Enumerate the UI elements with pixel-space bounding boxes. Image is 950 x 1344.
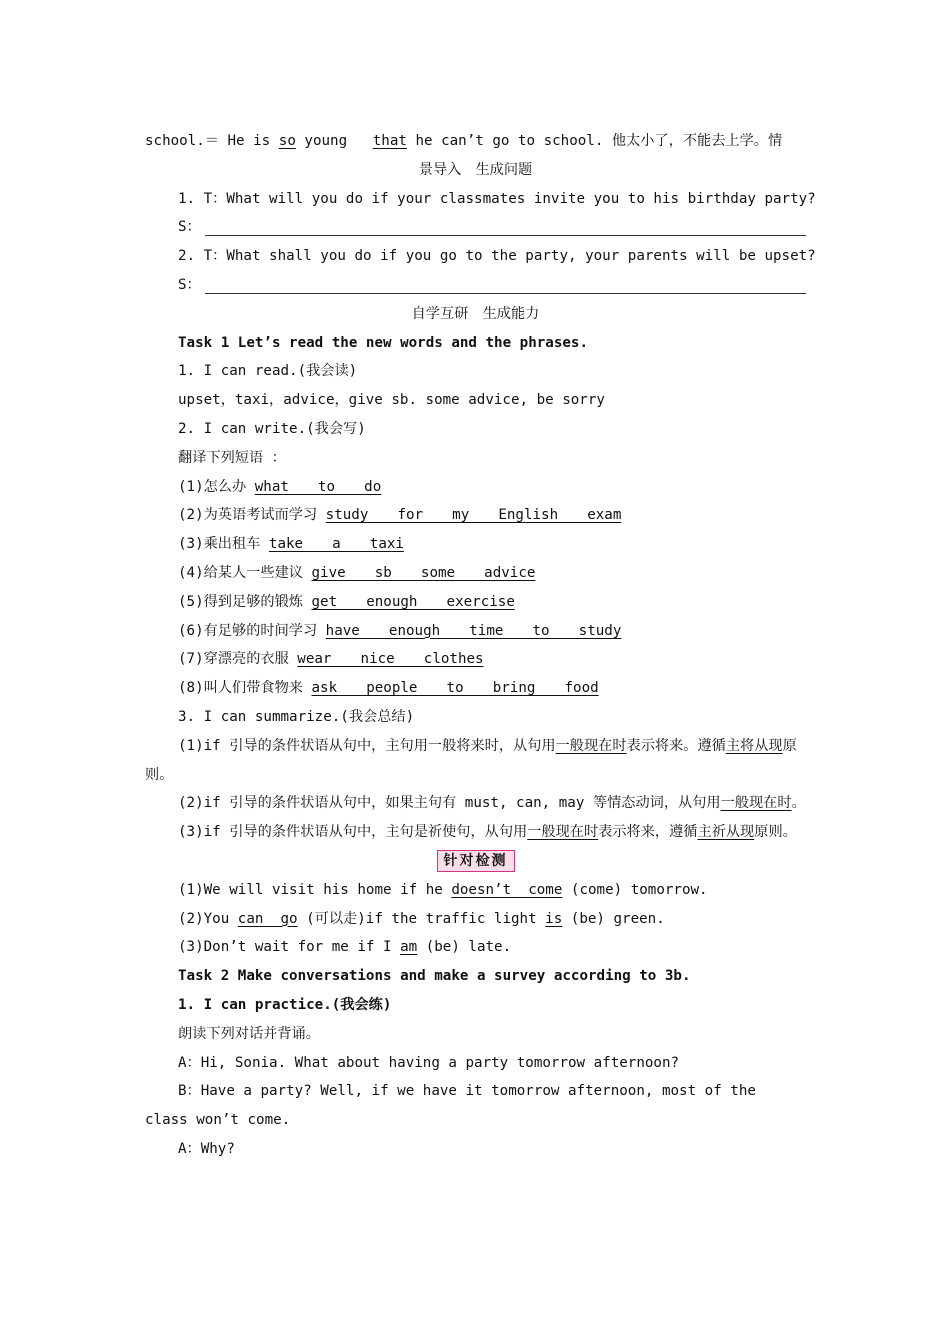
text: B：Have a party? Well, if we have it tomorrow afternoon, most of the class won’t come.: [145, 1083, 756, 1129]
phrase-item: [145, 674, 806, 703]
phrase-item: [145, 559, 806, 588]
speaker-label: S：: [178, 219, 201, 236]
phrase-item: [145, 501, 806, 530]
section-heading: 景导入 生成问题: [418, 161, 533, 178]
section-heading: 自学互研 生成能力: [411, 305, 540, 322]
phrase-cn: (3)乘出租车: [178, 536, 269, 553]
question-2: 2. T：What shall you do if you go to the party, your parents will be upset?: [178, 248, 816, 265]
answer: 一般现在时: [555, 737, 627, 754]
phrase-item: [145, 530, 806, 559]
text: (be) green.: [562, 910, 665, 927]
rule-3: [145, 818, 806, 847]
answer-line-2: [145, 271, 806, 300]
answer: 主祈从现: [697, 824, 755, 841]
question-1: 1. T：What will you do if your classmates invite you to his birthday party?: [178, 190, 816, 207]
answer-line-1: [145, 213, 806, 242]
speaker-label: S：: [178, 276, 201, 293]
text: 表示将来。遵循: [626, 737, 726, 754]
answer-blank: that: [372, 133, 407, 149]
phrase-answer: have enough time to study: [325, 622, 622, 639]
phrase-item: [145, 617, 806, 646]
answer: 一般现在时: [720, 795, 792, 812]
translate-prompt: 翻译下列短语 ：: [178, 449, 286, 466]
dialog-line: A：Why?: [178, 1140, 235, 1157]
phrase-item: [145, 588, 806, 617]
exercise-3: [145, 933, 806, 962]
read-words: upset，taxi，advice，give sb. some advice, be sorry: [178, 392, 605, 409]
answer: 主将从现: [725, 737, 783, 754]
exercise-2: [145, 905, 806, 934]
answer-blank: so: [278, 133, 296, 149]
phrase-answer: wear nice clothes: [297, 651, 484, 668]
text: (1)We will visit his home if he: [178, 881, 452, 898]
practice-label: 1. I can practice.(我会练): [178, 996, 392, 1013]
phrase-answer: get enough exercise: [311, 593, 515, 610]
answer: am: [400, 939, 418, 956]
answer: can go: [237, 910, 298, 927]
check-heading: [145, 847, 806, 876]
task2-title: Task 2 Make conversations and make a survey according to 3b.: [178, 968, 691, 985]
phrase-cn: (6)有足够的时间学习: [178, 622, 326, 639]
rule-1: [145, 732, 806, 790]
text: (2)if 引导的条件状语从句中，如果主句有 must, can, may 等情态动词，从句用: [178, 795, 721, 812]
text: 。: [791, 795, 806, 812]
text: school.＝ He is: [145, 133, 279, 149]
phrase-answer: study for my English exam: [325, 507, 622, 524]
check-stamp: 针对检测: [437, 850, 515, 872]
phrase-cn: (1)怎么办: [178, 478, 255, 495]
phrase-answer: take a taxi: [268, 536, 404, 553]
phrase-cn: (7)穿漂亮的衣服: [178, 651, 298, 668]
exercise-1: [145, 876, 806, 905]
answer: doesn’t come: [451, 881, 563, 898]
dialog-line: [145, 1077, 806, 1135]
dialog-line: A：Hi, Sonia. What about having a party tomorrow afternoon?: [178, 1054, 680, 1071]
instruction: 朗读下列对话并背诵。: [178, 1025, 320, 1042]
answer: is: [545, 910, 563, 927]
task1-title: Task 1 Let’s read the new words and the phrases.: [178, 334, 588, 351]
write-label: 2. I can write.(我会写): [178, 420, 366, 437]
write-line[interactable]: [205, 215, 806, 236]
text: (2)You: [178, 910, 238, 927]
phrase-cn: (8)叫人们带食物来: [178, 680, 312, 697]
rule-2: [145, 789, 806, 818]
text: 原则。: [754, 824, 797, 841]
phrase-item: [145, 645, 806, 674]
phrase-answer: what to do: [254, 478, 382, 495]
text: 原则。: [145, 737, 797, 783]
text: (come) tomorrow.: [562, 881, 708, 898]
phrase-answer: ask people to bring food: [311, 680, 599, 697]
write-line[interactable]: [205, 273, 806, 294]
phrase-answer: give sb some advice: [311, 564, 536, 581]
text: young: [295, 133, 373, 149]
text: he can’t go to school. 他太小了，不能去上学。情: [406, 133, 783, 149]
text: (可以走)if the traffic light: [297, 910, 546, 927]
text: 表示将来，遵循: [598, 824, 698, 841]
phrase-cn: (2)为英语考试而学习: [178, 507, 326, 524]
answer: 一般现在时: [527, 824, 599, 841]
phrase-cn: (4)给某人一些建议: [178, 564, 312, 581]
text: (3)Don’t wait for me if I: [178, 939, 401, 956]
read-label: 1. I can read.(我会读): [178, 363, 358, 380]
phrase-item: [145, 473, 806, 502]
document-page: [145, 127, 816, 1164]
phrase-cn: (5)得到足够的锻炼: [178, 593, 312, 610]
intro-line: [145, 127, 806, 156]
text: (be) late.: [417, 939, 512, 956]
summarize-label: 3. I can summarize.(我会总结): [178, 708, 415, 725]
text: (1)if 引导的条件状语从句中，主句用一般将来时，从句用: [178, 737, 556, 754]
text: (3)if 引导的条件状语从句中，主句是祈使句，从句用: [178, 824, 528, 841]
